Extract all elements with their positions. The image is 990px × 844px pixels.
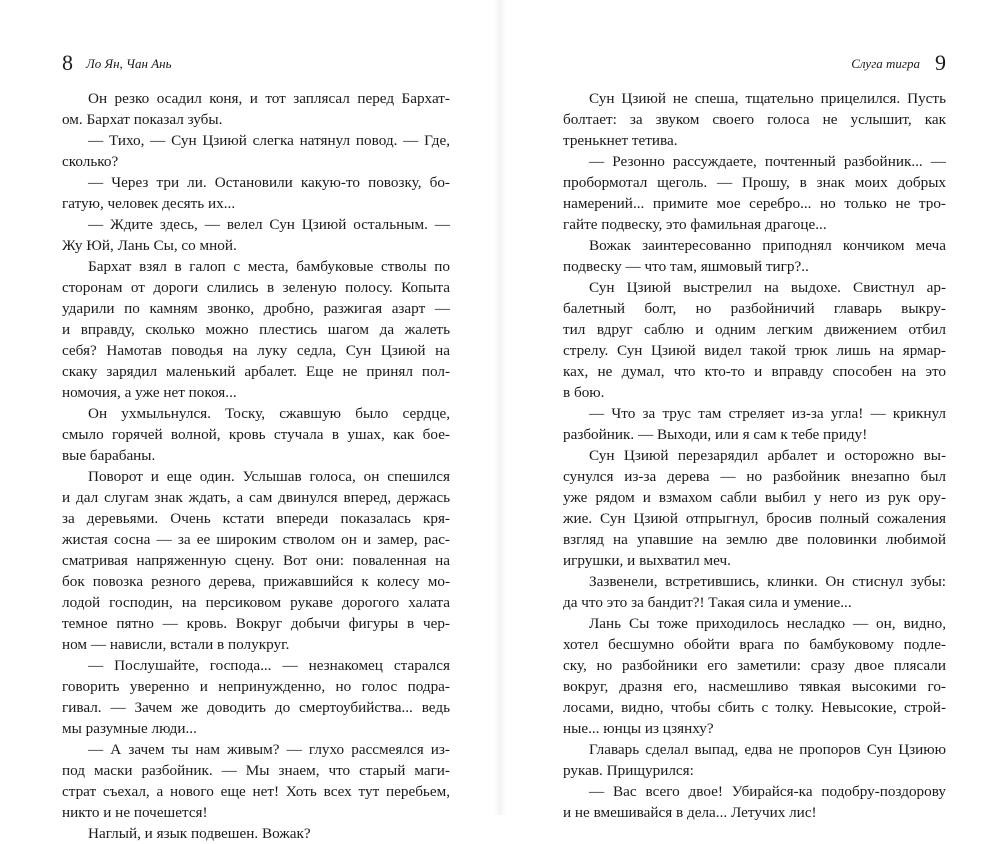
text-line: Сун Цзиюй выстрелил на выдохе. Свистнул ар- [589,279,946,296]
text-line: вые барабаны. [62,447,156,464]
text-line: лосами, видно, чтобы сбить с толку. Невысокие, строй- [563,699,946,716]
text-line: игрушки, и выхватил меч. [563,552,731,569]
text-line: жие. Сун Цзиюй отпрыгнул, бросив полный сожаления [563,510,946,527]
text-line: — Резонно рассуждаете, почтенный разбойник... — [589,153,946,170]
paragraph [563,613,946,739]
text-line: тренькнет тетива. [563,132,678,149]
text-line: — Тихо, — Сун Цзиюй слегка натянул повод. — Где, [88,132,450,149]
text-line: говорить уверенно и непринужденно, но голос подра- [62,678,450,695]
text-line: и не вмешивайся в дела... Летучих лис! [563,804,817,821]
text-line: ные... юнцы из цзянху? [563,720,714,737]
text-line: никто и не почешется! [62,804,208,821]
paragraph [563,445,946,571]
paragraph [563,781,946,823]
paragraph [563,151,946,235]
text-line: бок повозка резного дерева, прижавшийся к колесу мо- [62,573,450,590]
text-line: пробормотал щеголь. — Прошу, в знак моих добрых [563,174,946,191]
text-line: гайте подвеску, это фамильная драгоце... [563,216,827,233]
text-line: Жу Юй, Лань Сы, со мной. [62,237,237,254]
paragraph [62,214,450,256]
text-line: Главарь сделал выпад, едва не пропоров Сун Цзиюю [589,741,946,758]
paragraph [563,235,946,277]
text-line: — Вас всего двое! Убирайся-ка подобру-поздорову [589,783,946,800]
text-line: сматривая напряженную сцену. Вот они: поваленная на [62,552,450,569]
text-line: мы разумные люди... [62,720,197,737]
running-head: Слуга тигра [851,56,920,71]
text-line: Наглый, и язык подвешен. Вожак? [88,825,311,842]
text-line: — Через три ли. Остановили какую-то повозку, бо- [88,174,450,191]
text-line: Он резко осадил коня, и тот заплясал перед Бархат- [88,90,450,107]
book-gutter [494,0,506,815]
text-line: хотел бесшумно обойти врага по бамбуковому подле- [563,636,946,653]
text-line: и дал слугам знак ждать, а сам двинулся вперед, держась [62,489,450,506]
text-line: балетный болт, но разбойничий главарь выкру- [563,300,946,317]
text-line: жистая сосна — за ее широким стволом он и замер, рас- [62,531,450,548]
text-line: да что это за бандит?! Такая сила и умение... [563,594,852,611]
text-line: Бархат взял в галоп с места, бамбуковые стволы по [88,258,450,275]
text-line: себя? Намотав поводья на луку седла, Сун Цзиюй на [62,342,450,359]
paragraph [62,823,450,844]
text-line: лодой господин, на персиковом рукаве дорогого халата [62,594,450,611]
text-line: — А зачем ты нам живым? — глухо рассмеялся из- [88,741,450,758]
paragraph [62,256,450,403]
left-page [62,0,450,842]
text-line: и вправду, сколько можно плестись шагом да жалеть [62,321,450,338]
text-line: тил вдруг саблю и одним легким движением отбил [563,321,946,338]
left-page-header [62,50,450,76]
text-line: уже рядом и взмахом сабли выбил у него из рук ору- [563,489,946,506]
text-line: ску, но разбойники его заметили: сразу двое плясали [563,657,946,674]
right-page-text [563,88,946,823]
text-line: за деревьями. Очень кстати впереди показалась кря- [62,510,450,527]
text-line: смыло горячей волной, кровь стучала в ушах, как бое- [62,426,450,443]
text-line: — Послушайте, господа... — незнакомец старался [88,657,450,674]
paragraph [62,655,450,739]
paragraph [62,739,450,823]
text-line: страт съехал, а нового еще нет! Хоть всех тут перебьем, [62,783,450,800]
text-line: вокруг, дразня его, насмешливо тявкая высокими го- [563,678,946,695]
right-page-header [563,50,946,76]
paragraph [62,130,450,172]
text-line: — Что за трус там стреляет из-за угла! — крикнул [589,405,946,422]
paragraph [62,403,450,466]
paragraph [563,88,946,151]
left-page-text [62,88,450,844]
text-line: Поворот и еще один. Услышав голоса, он спешился [88,468,450,485]
text-line: Он ухмыльнулся. Тоску, сжавшую было сердце, [88,405,450,422]
text-line: Сун Цзиюй перезарядил арбалет и осторожно вы- [589,447,946,464]
text-line: — Ждите здесь, — велел Сун Цзиюй остальным. — [88,216,450,233]
text-line: под маски разбойник. — Мы знаем, что старый маги- [62,762,450,779]
text-line: ках, не думал, что кто-то и вправду способен на это [563,363,946,380]
text-line: гатую, человек десять их... [62,195,236,212]
text-line: намерений... примите мое серебро... но только не тро- [563,195,946,212]
text-line: ом. Бархат показал зубы. [62,111,223,128]
paragraph [563,277,946,403]
paragraph [62,466,450,655]
page-number: 8 [62,50,73,75]
text-line: скаку зарядил маленький арбалет. Еще не принял пол- [62,363,450,380]
text-line: темное пятно — кровь. Вокруг добычи фигуры в чер- [62,615,450,632]
text-line: стрелу. Сун Цзиюй видел такой трюк лишь на ярмар- [563,342,946,359]
text-line: рукав. Прищурился: [563,762,694,779]
text-line: взгляд на упавшие на землю две половинки любимой [563,531,946,548]
paragraph [62,172,450,214]
text-line: номочия, а уже нет покоя... [62,384,237,401]
text-line: сторонам от дороги слились в зеленую полосу. Копыта [62,279,450,296]
text-line: ном — нависли, встали в полукруг. [62,636,290,653]
page-number: 9 [935,50,946,75]
paragraph [563,739,946,781]
text-line: сунулся из-за дерева — но разбойник внезапно был [563,468,946,485]
paragraph [62,88,450,130]
text-line: Лань Сы тоже приходилось несладко — он, видно, [589,615,946,632]
paragraph [563,403,946,445]
text-line: сколько? [62,153,119,170]
text-line: гивал. — Зачем же доводить до смертоубийства... ведь [62,699,450,716]
text-line: ударили по камням звонко, дробно, разжигая азарт — [62,300,450,317]
text-line: разбойник. — Выходи, или я сам к тебе приду! [563,426,868,443]
running-head: Ло Ян, Чан Ань [86,56,172,71]
text-line: в бою. [563,384,605,401]
text-line: Зазвенели, встретившись, клинки. Он стиснул зубы: [589,573,946,590]
text-line: Сун Цзиюй не спеша, тщательно прицелился. Пусть [589,90,946,107]
right-page [563,0,946,821]
paragraph [563,571,946,613]
text-line: Вожак заинтересованно приподнял кончиком меча [589,237,946,254]
text-line: подвеску — что там, яшмовый тигр?.. [563,258,809,275]
text-line: болтает: за звуком своего голоса не услышит, как [563,111,946,128]
